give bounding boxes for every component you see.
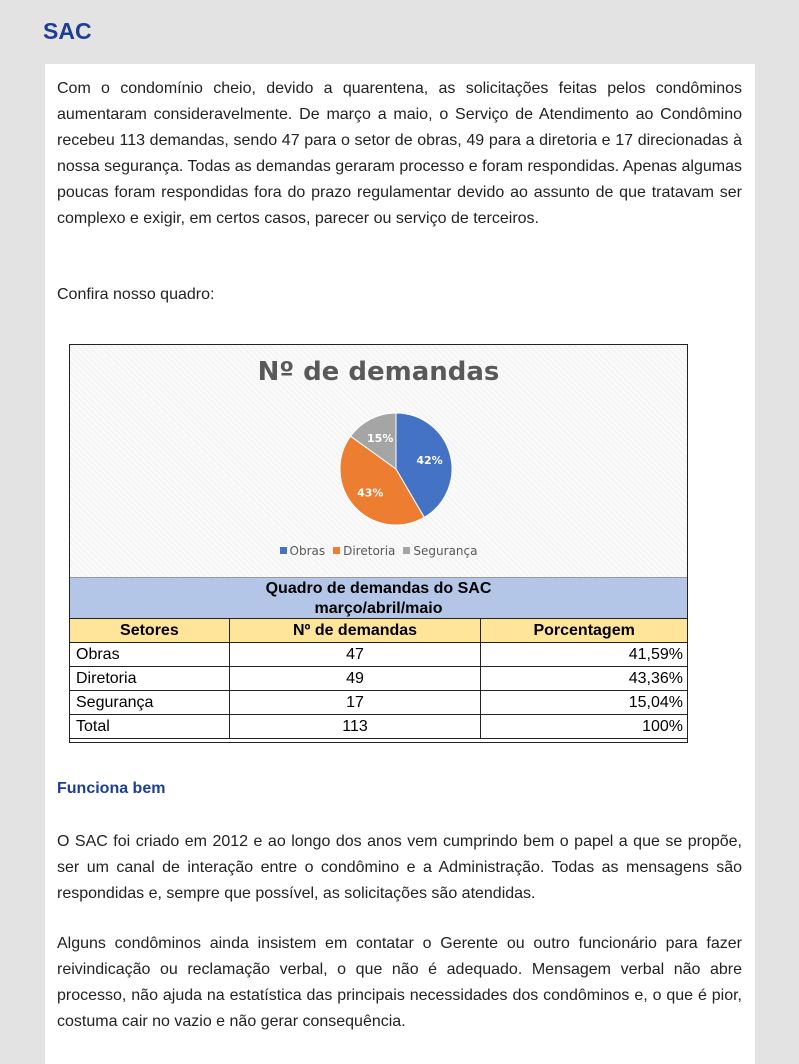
legend-swatch [280,547,287,554]
cell-count: 49 [229,667,481,691]
legend-label: Obras [289,544,326,558]
cell-count: 113 [229,715,481,739]
table-row-total [70,715,688,739]
legend-item-segurança [403,544,477,558]
demand-figure [69,344,688,743]
pie-chart [70,345,687,577]
article-content [45,64,755,1064]
cell-percent: 43,36% [481,667,688,691]
legend-swatch [333,547,340,554]
cell-count: 47 [229,643,481,667]
chart-legend [70,544,687,558]
table-caption [70,577,687,618]
table-caption-period: março/abril/maio [314,600,443,617]
confira-paragraph: Confira nosso quadro: [57,286,215,303]
header-porcentagem: Porcentagem [481,619,688,643]
header-demandas: Nº de demandas [229,619,481,643]
legend-item-obras [280,544,326,558]
legend-label: Segurança [413,544,478,558]
page-title: SAC [43,18,92,44]
pie-data-label: 42% [416,453,443,467]
header-setores: Setores [70,619,230,643]
chart-title: Nº de demandas [257,357,500,387]
cell-percent: 41,59% [481,643,688,667]
cell-percent: 15,04% [481,691,688,715]
cell-sector: Total [70,715,230,739]
cell-sector: Segurança [70,691,230,715]
demand-table [69,618,688,739]
legend-item-diretoria [333,544,395,558]
verbal-complaints-paragraph: Alguns condôminos ainda insistem em contatar o Gerente ou outro funcionário para fazer reivindicação ou reclamação verbal, o que não é adequado. Mensagem verbal não abre processo, não ajuda na estatística das principais necessidades dos condôminos e, o que é pior, costuma cair no vazio e não gerar consequência. [57,935,742,1030]
legend-swatch [403,547,410,554]
table-row [70,643,688,667]
pie-data-label: 15% [367,432,394,446]
cell-sector: Diretoria [70,667,230,691]
table-header-row [70,619,688,643]
pie-data-label: 43% [357,486,384,500]
section-heading: Funciona bem [57,780,166,797]
cell-sector: Obras [70,643,230,667]
table-row [70,691,688,715]
history-paragraph: O SAC foi criado em 2012 e ao longo dos anos vem cumprindo bem o papel a que se propõe, ser um canal de interação entre o condômino e a Administração. Todas as mensagens são respondidas e, sempre que possível, as solicitações são atendidas. [57,833,742,902]
intro-paragraph: Com o condomínio cheio, devido a quarentena, as solicitações feitas pelos condôminos aumentaram consideravelmente. De março a maio, o Serviço de Atendimento ao Condômino recebeu 113 demandas, sendo 47 para o setor de obras, 49 para a diretoria e 17 direcionadas à nossa segurança. Todas as demandas geraram processo e foram respondidas. Apenas algumas poucas foram respondidas fora do prazo regulamentar devido ao assunto de que tratavam ser complexo e exigir, em certos casos, parecer ou serviço de terceiros. [57,80,742,227]
table-caption-title: Quadro de demandas do SAC [265,580,492,597]
cell-count: 17 [229,691,481,715]
cell-percent: 100% [481,715,688,739]
legend-label: Diretoria [343,544,396,558]
table-row [70,667,688,691]
pie-chart-svg [336,409,456,529]
